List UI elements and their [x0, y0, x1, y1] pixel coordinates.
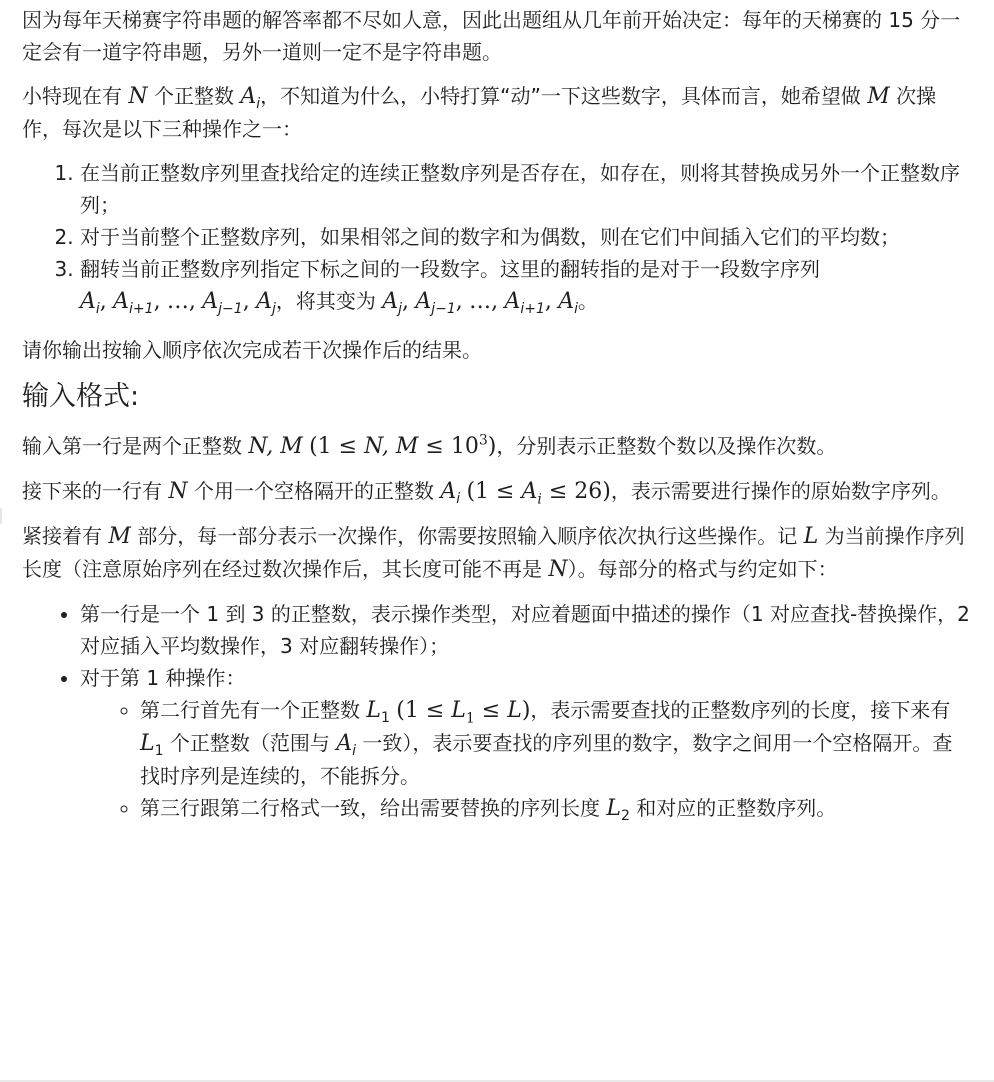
intro-paragraph-1: 因为每年天梯赛字符串题的解答率都不尽如人意，因此出题组从几年前开始决定：每年的天梯赛的 15 分一定会有一道字符串题，另外一道则一定不是字符串题。 — [22, 8, 961, 64]
math-M: M — [867, 84, 890, 109]
intro-paragraph-2: 小特现在有 N 个正整数 $A_i$，不知道为什么，小特打算“动”一下这些数字，具体而言，她希望做 M 次操作，每次是以下三种操作之一： — [22, 84, 937, 141]
math-constraint-A: $(1 \le A_i \le 26)$ — [466, 479, 611, 508]
input-line-2: 接下来的一行有 N 个用一个空格隔开的正整数 $A_i$ $(1 \le A_i \le 26)$，表示需要进行操作的原始数字序列。 — [22, 479, 951, 508]
sub-bullet-replace: ◦ 第三行跟第二行格式一致，给出需要替换的序列长度 $L_2$ 和对应的正整数序列。 — [140, 792, 972, 825]
math-NM: N, M — [248, 434, 303, 459]
math-constraint-NM: (1 ≤ N, $M \le 10^3$) — [309, 432, 497, 459]
operations-list — [22, 157, 972, 318]
bullet-op-1: • 对于第 1 种操作： ◦ 第二行首先有一个正整数 $L_1$ $(1 \le L_1 \le L)$，表示需要查找的正整数序列的长度，接下来有 $L_1$ 个正整数（范围与 $A_i$ 一致），表示要查找的序列里的数字，数字之间用一个空格隔开。查找时序列是连续的，不能拆分。 ◦ 第三行跟第二行格式一致，给出需要替换的序列长度 $L_2$ 和对应的正整数序列。 — [80, 662, 972, 825]
op1-sub-bullets — [80, 694, 972, 825]
math-constraint-L1: $(1 \le L_1 \le L)$ — [396, 698, 531, 727]
output-request: 请你输出按输入顺序依次完成若干次操作后的结果。 — [22, 338, 482, 362]
input-line-1: 输入第一行是两个正整数 N, M (1 ≤ N, $M \le 10^3$)，分别表示正整数个数以及操作次数。 — [22, 432, 837, 459]
sequence-forward: $A_i$, $A_{i+1}$, …, $A_{j-1}$, $A_j$ — [80, 289, 276, 317]
sequence-reversed: $A_j$, $A_{j-1}$, …, $A_{i+1}$, $A_i$ — [382, 289, 579, 317]
operation-item-2: 2. 对于当前整个正整数序列，如果相邻之间的数字和为偶数，则在它们中间插入它们的平均数； — [80, 221, 972, 253]
input-format-heading: 输入格式: — [22, 381, 140, 412]
input-line-3: 紧接着有 M 部分，每一部分表示一次操作，你需要按照输入顺序依次执行这些操作。记 L 为当前操作序列长度（注意原始序列在经过数次操作后，其长度可能不再是 N）。每部分的格式与约定如下： — [22, 524, 965, 582]
math-N: N — [128, 84, 148, 109]
problem-content — [22, 4, 972, 825]
sub-bullet-find: ◦ 第二行首先有一个正整数 $L_1$ $(1 \le L_1 \le L)$，表示需要查找的正整数序列的长度，接下来有 $L_1$ 个正整数（范围与 $A_i$ 一致），表示要查找的序列里的数字，数字之间用一个空格隔开。查找时序列是连续的，不能拆分。 — [140, 694, 972, 792]
format-bullets — [22, 598, 972, 825]
math-A: A — [240, 84, 257, 109]
operation-item-1: 1. 在当前正整数序列里查找给定的连续正整数序列是否存在，如存在，则将其替换成另外一个正整数序列； — [80, 157, 972, 221]
operation-item-3: 3. 翻转当前正整数序列指定下标之间的一段数字。这里的翻转指的是对于一段数字序列 $A_i$, $A_{i+1}$, …, $A_{j-1}$, $A_j$，将其变为 $A_j$, $A_{j-1}$, …, $A_{i+1}$, $A_i$。 — [80, 253, 972, 318]
bullet-op-type: • 第一行是一个 1 到 3 的正整数，表示操作类型，对应着题面中描述的操作（1 对应查找-替换操作，2 对应插入平均数操作，3 对应翻转操作）； — [80, 598, 972, 662]
gutter-marker — [0, 508, 2, 524]
